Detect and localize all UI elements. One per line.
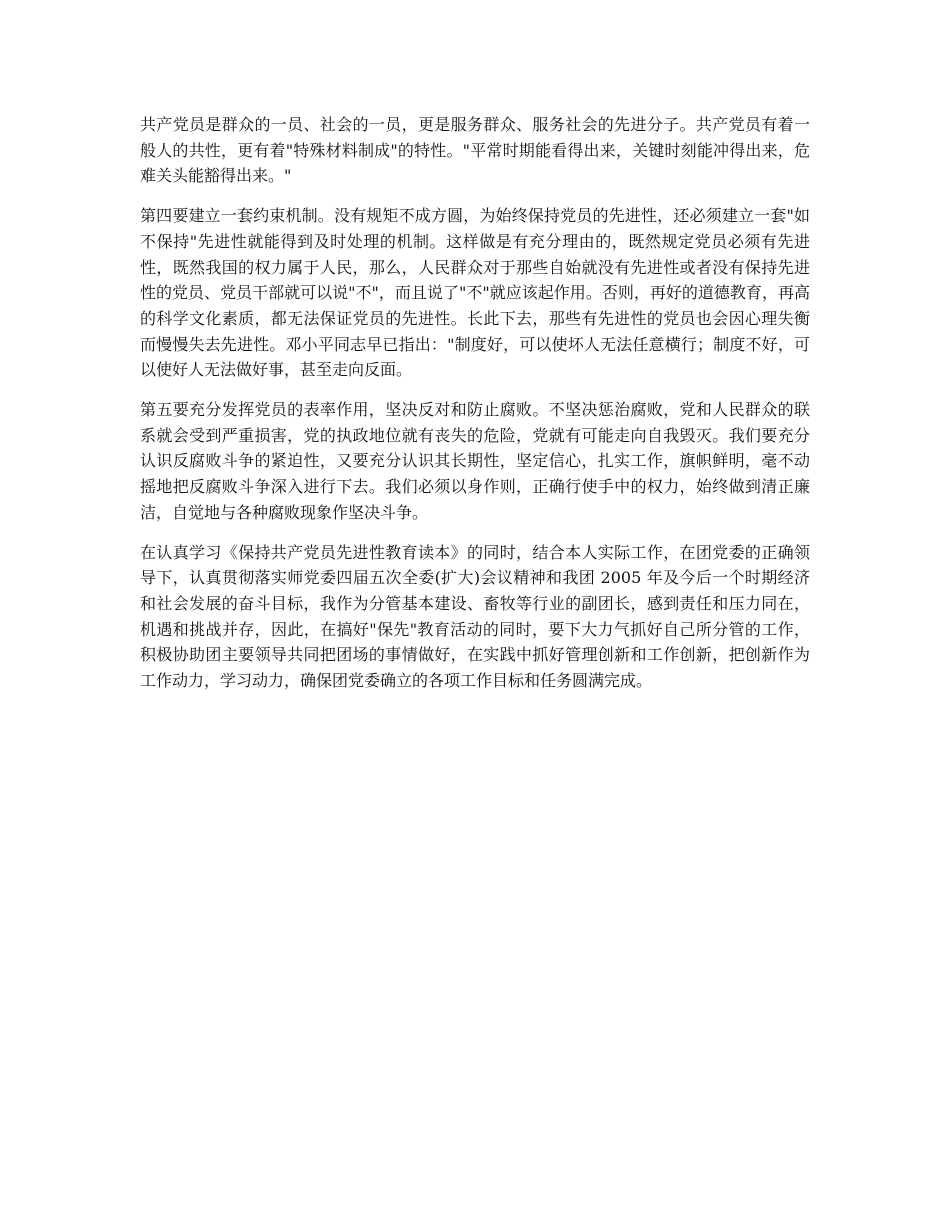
paragraph-constraint-mechanism: 第四要建立一套约束机制。没有规矩不成方圆，为始终保持党员的先进性，还必须建立一套"如不保持"先进性就能得到及时处理的机制。这样做是有充分理由的，既然规定党员必须有先进性，既然我国的权力属于人民，那么，人民群众对于那些自始就没有先进性或者没有保持先进性的党员、党员干部就可以说"不"，而且说了"不"就应该起作用。否则，再好的道德教育，再高的科学文化素质，都无法保证党员的先进性。长此下去，那些有先进性的党员也会因心理失衡而慢慢失去先进性。邓小平同志早已指出："制度好，可以使坏人无法任意横行；制度不好，可以使好人无法做好事，甚至走向反面。: [140, 206, 810, 380]
paragraph-party-member-traits: 共产党员是群众的一员、社会的一员，更是服务群众、服务社会的先进分子。共产党员有着一般人的共性，更有着"特殊材料制成"的特性。"平常时期能看得出来，关键时刻能冲得出来，危难关头能豁得出来。": [140, 115, 810, 186]
document-page: [140, 112, 810, 708]
paragraph-anti-corruption: 第五要充分发挥党员的表率作用，坚决反对和防止腐败。不坚决惩治腐败，党和人民群众的联系就会受到严重损害，党的执政地位就有丧失的危险，党就有可能走向自我毁灭。我们要充分认识反腐败斗争的紧迫性，又要充分认识其长期性，坚定信心，扎实工作，旗帜鲜明，毫不动摇地把反腐败斗争深入进行下去。我们必须以身作则，正确行使手中的权力，始终做到清正廉洁，自觉地与各种腐败现象作坚决斗争。: [140, 400, 810, 522]
paragraph-work-summary: 在认真学习《保持共产党员先进性教育读本》的同时，结合本人实际工作，在团党委的正确领导下，认真贯彻落实师党委四届五次全委(扩大)会议精神和我团 2005 年及今后一个时期经济和社会发展的奋斗目标，我作为分管基本建设、畜牧等行业的副团长，感到责任和压力同在，机遇和挑战并存，因此，在搞好"保先"教育活动的同时，要下大力气抓好自己所分管的工作，积极协助团主要领导共同把团场的事情做好，在实践中抓好管理创新和工作创新，把创新作为工作动力，学习动力，确保团党委确立的各项工作目标和任务圆满完成。: [140, 542, 810, 691]
